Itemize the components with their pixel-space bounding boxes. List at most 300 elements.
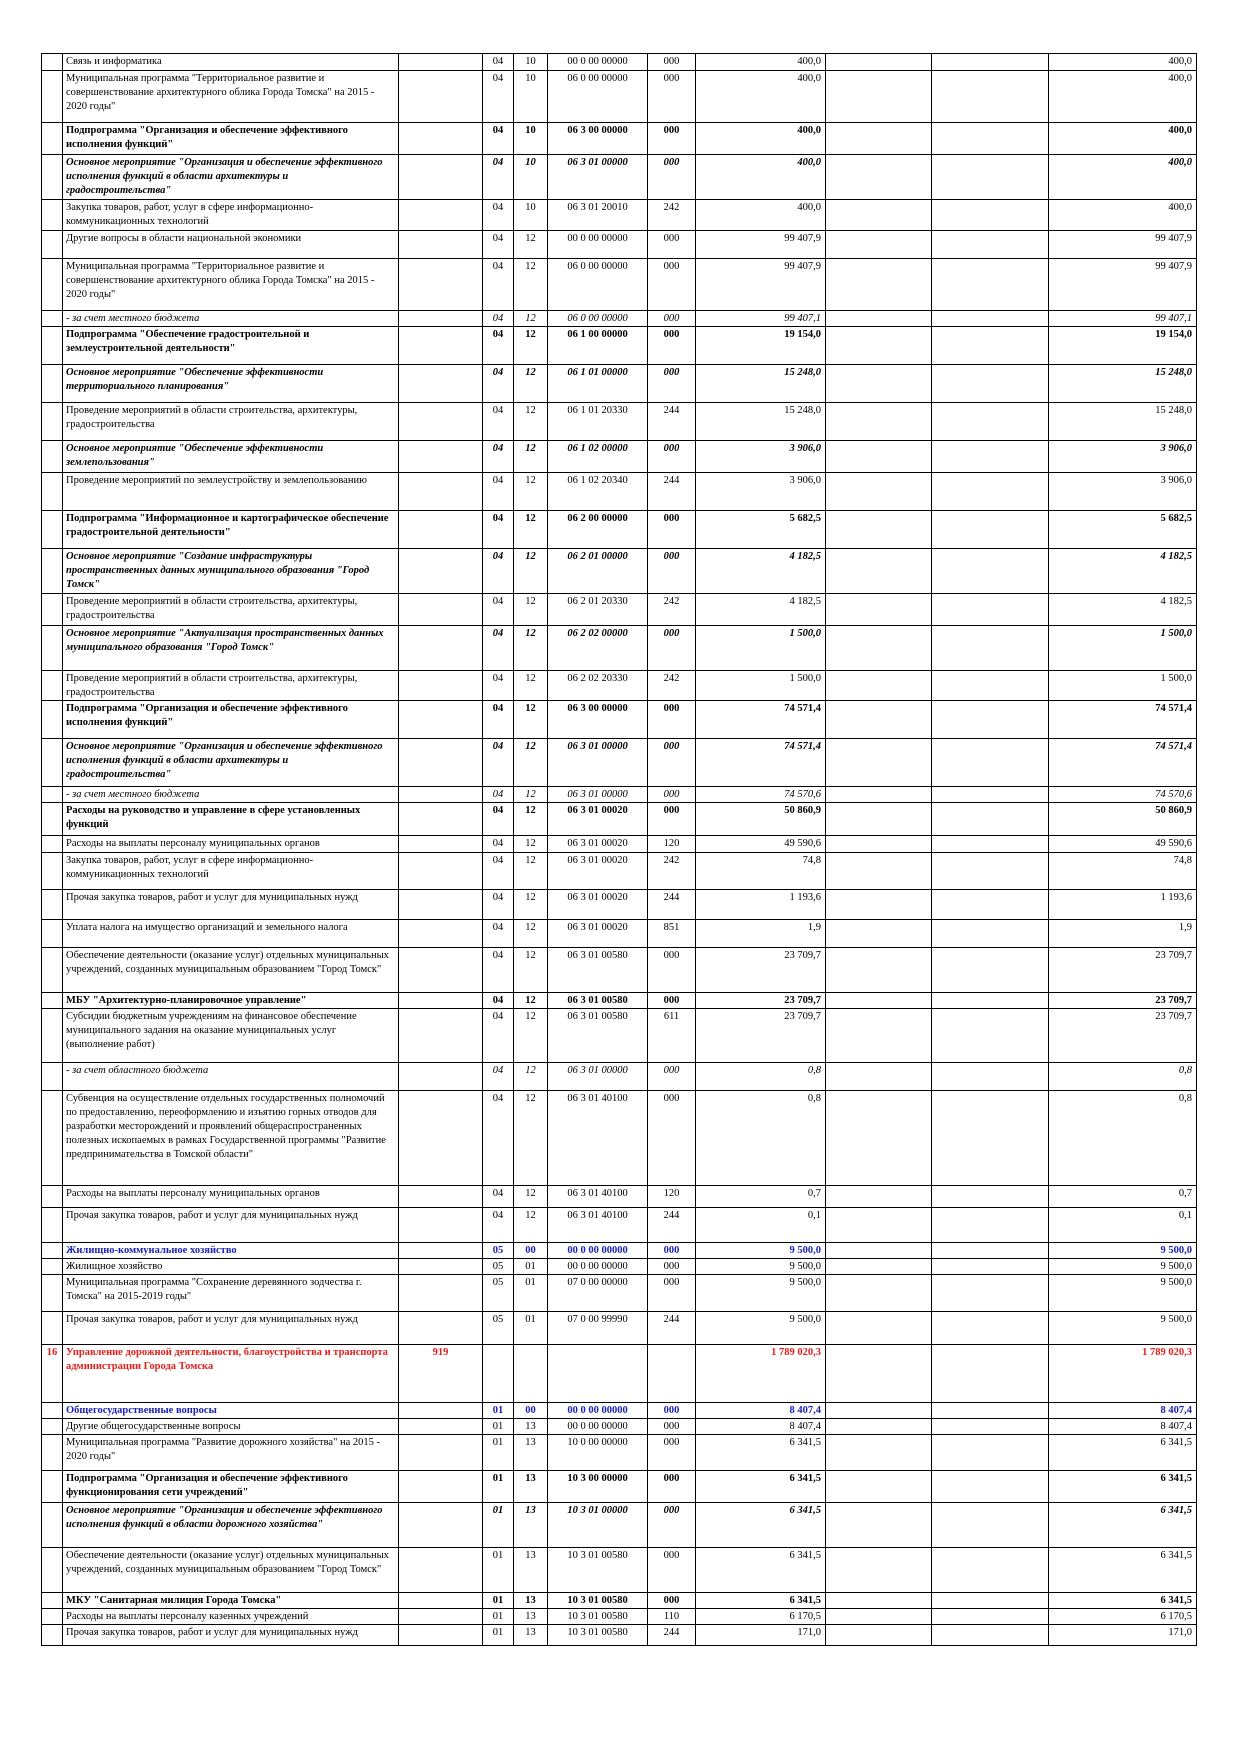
row-number [42, 200, 63, 231]
amount: 9 500,0 [696, 1259, 826, 1275]
target-article-code: 00 0 00 00000 [548, 231, 648, 259]
target-article-code: 06 1 02 00000 [548, 441, 648, 473]
grbs-code [399, 473, 483, 511]
target-article-code: 00 0 00 00000 [548, 1259, 648, 1275]
amount: 400,0 [696, 155, 826, 200]
subsection-code: 12 [514, 948, 548, 993]
amount-total: 74 570,6 [1049, 787, 1197, 803]
amount-extra-1 [826, 1548, 932, 1593]
expense-type-code: 000 [648, 1503, 696, 1548]
amount: 8 407,4 [696, 1419, 826, 1435]
amount-extra-1 [826, 123, 932, 155]
target-article-code: 06 3 01 00000 [548, 1063, 648, 1091]
section-code: 05 [483, 1243, 514, 1259]
target-article-code: 10 3 01 00580 [548, 1548, 648, 1593]
subsection-code: 12 [514, 1186, 548, 1208]
amount-extra-2 [932, 1503, 1049, 1548]
section-code: 04 [483, 948, 514, 993]
item-name: Основное мероприятие "Обеспечение эффективности землепользования" [63, 441, 399, 473]
target-article-code: 06 2 00 00000 [548, 511, 648, 549]
amount-extra-2 [932, 626, 1049, 671]
subsection-code: 01 [514, 1259, 548, 1275]
amount-extra-1 [826, 594, 932, 626]
item-name: Основное мероприятие "Организация и обеспечение эффективного исполнения функций в области архитектуры и градостроительства" [63, 155, 399, 200]
row-number [42, 511, 63, 549]
row-number [42, 836, 63, 853]
section-code: 01 [483, 1609, 514, 1625]
amount-extra-1 [826, 1009, 932, 1063]
amount-extra-2 [932, 890, 1049, 920]
target-article-code: 00 0 00 00000 [548, 1403, 648, 1419]
amount-extra-1 [826, 1063, 932, 1091]
amount-total: 0,7 [1049, 1186, 1197, 1208]
table-row [42, 473, 1197, 511]
item-name: Муниципальная программа "Территориальное развитие и совершенствование архитектурного облика Города Томска" на 2015 - 2020 годы" [63, 71, 399, 123]
target-article-code: 06 0 00 00000 [548, 259, 648, 311]
row-number [42, 1091, 63, 1186]
item-name: Субсидии бюджетным учреждениям на финансовое обеспечение муниципального задания на оказание муниципальных услуг (выполнение работ) [63, 1009, 399, 1063]
table-row [42, 993, 1197, 1009]
target-article-code: 06 1 02 20340 [548, 473, 648, 511]
expense-type-code: 244 [648, 890, 696, 920]
amount-extra-1 [826, 327, 932, 365]
subsection-code: 12 [514, 365, 548, 403]
row-number [42, 803, 63, 836]
amount-extra-2 [932, 948, 1049, 993]
target-article-code: 06 3 01 00580 [548, 993, 648, 1009]
expense-type-code: 244 [648, 1625, 696, 1646]
table-row [42, 701, 1197, 739]
subsection-code: 12 [514, 511, 548, 549]
subsection-code: 12 [514, 549, 548, 594]
table-row [42, 1208, 1197, 1243]
item-name: Прочая закупка товаров, работ и услуг для муниципальных нужд [63, 1208, 399, 1243]
amount-extra-1 [826, 920, 932, 948]
grbs-code [399, 200, 483, 231]
amount: 8 407,4 [696, 1403, 826, 1419]
expense-type-code: 000 [648, 803, 696, 836]
expense-type-code: 000 [648, 739, 696, 787]
row-number [42, 890, 63, 920]
table-row [42, 1345, 1197, 1403]
expense-type-code: 000 [648, 701, 696, 739]
amount-extra-1 [826, 1186, 932, 1208]
section-code: 01 [483, 1548, 514, 1593]
subsection-code: 12 [514, 327, 548, 365]
amount: 1 500,0 [696, 671, 826, 701]
budget-table [41, 53, 1197, 1646]
subsection-code: 12 [514, 259, 548, 311]
table-row [42, 1063, 1197, 1091]
grbs-code [399, 1403, 483, 1419]
item-name: Основное мероприятие "Создание инфраструктуры пространственных данных муниципального образования "Город Томск" [63, 549, 399, 594]
expense-type-code: 000 [648, 1435, 696, 1471]
expense-type-code: 000 [648, 123, 696, 155]
amount-extra-2 [932, 671, 1049, 701]
section-code: 01 [483, 1625, 514, 1646]
amount: 1,9 [696, 920, 826, 948]
section-code: 04 [483, 311, 514, 327]
amount-total: 50 860,9 [1049, 803, 1197, 836]
subsection-code: 12 [514, 836, 548, 853]
amount-extra-1 [826, 803, 932, 836]
table-row [42, 1009, 1197, 1063]
target-article-code: 06 1 00 00000 [548, 327, 648, 365]
expense-type-code: 242 [648, 671, 696, 701]
amount-extra-2 [932, 311, 1049, 327]
item-name: Проведение мероприятий в области строительства, архитектуры, градостроительства [63, 671, 399, 701]
table-row [42, 1503, 1197, 1548]
subsection-code: 12 [514, 1063, 548, 1091]
target-article-code: 06 1 01 00000 [548, 365, 648, 403]
section-code: 04 [483, 701, 514, 739]
amount: 4 182,5 [696, 549, 826, 594]
grbs-code [399, 1259, 483, 1275]
amount-total: 99 407,9 [1049, 231, 1197, 259]
section-code: 04 [483, 403, 514, 441]
item-name: МКУ "Санитарная милиция Города Томска" [63, 1593, 399, 1609]
subsection-code: 10 [514, 200, 548, 231]
amount-extra-1 [826, 1091, 932, 1186]
amount-extra-2 [932, 1312, 1049, 1345]
amount-extra-2 [932, 1345, 1049, 1403]
row-number [42, 1009, 63, 1063]
row-number [42, 626, 63, 671]
row-number [42, 1593, 63, 1609]
amount-total: 1,9 [1049, 920, 1197, 948]
amount-extra-2 [932, 1403, 1049, 1419]
item-name: Обеспечение деятельности (оказание услуг) отдельных муниципальных учреждений, созданных муниципальным образованием "Город Томск" [63, 1548, 399, 1593]
item-name: Муниципальная программа "Территориальное развитие и совершенствование архитектурного облика Города Томска" на 2015 - 2020 годы" [63, 259, 399, 311]
amount-extra-2 [932, 365, 1049, 403]
amount: 1 500,0 [696, 626, 826, 671]
row-number [42, 739, 63, 787]
expense-type-code: 244 [648, 473, 696, 511]
amount-extra-1 [826, 1243, 932, 1259]
expense-type-code [648, 1345, 696, 1403]
item-name: Подпрограмма "Организация и обеспечение эффективного исполнения функций" [63, 123, 399, 155]
item-name: Проведение мероприятий в области строительства, архитектуры, градостроительства [63, 403, 399, 441]
amount-total: 3 906,0 [1049, 441, 1197, 473]
amount-total: 9 500,0 [1049, 1259, 1197, 1275]
item-name: Подпрограмма "Обеспечение градостроительной и землеустроительной деятельности" [63, 327, 399, 365]
amount: 6 341,5 [696, 1471, 826, 1503]
amount-extra-1 [826, 231, 932, 259]
amount-total: 400,0 [1049, 155, 1197, 200]
section-code: 01 [483, 1403, 514, 1419]
section-code: 04 [483, 853, 514, 890]
amount-extra-2 [932, 200, 1049, 231]
section-code: 01 [483, 1471, 514, 1503]
section-code: 05 [483, 1275, 514, 1312]
item-name: Управление дорожной деятельности, благоустройства и транспорта администрации Города Томска [63, 1345, 399, 1403]
subsection-code: 10 [514, 123, 548, 155]
expense-type-code: 000 [648, 259, 696, 311]
amount-extra-2 [932, 739, 1049, 787]
amount-extra-1 [826, 473, 932, 511]
target-article-code: 06 2 02 20330 [548, 671, 648, 701]
table-row [42, 836, 1197, 853]
expense-type-code: 000 [648, 1403, 696, 1419]
amount: 1 193,6 [696, 890, 826, 920]
subsection-code: 12 [514, 993, 548, 1009]
amount-extra-1 [826, 787, 932, 803]
amount-extra-2 [932, 1435, 1049, 1471]
expense-type-code: 000 [648, 231, 696, 259]
grbs-code [399, 853, 483, 890]
table-row [42, 54, 1197, 71]
target-article-code: 10 0 00 00000 [548, 1435, 648, 1471]
amount-extra-2 [932, 1243, 1049, 1259]
amount-extra-1 [826, 1471, 932, 1503]
section-code: 04 [483, 473, 514, 511]
amount-total: 1 789 020,3 [1049, 1345, 1197, 1403]
section-code: 04 [483, 511, 514, 549]
amount-extra-2 [932, 1208, 1049, 1243]
amount-extra-2 [932, 1063, 1049, 1091]
target-article-code: 06 3 01 00000 [548, 739, 648, 787]
amount-extra-1 [826, 701, 932, 739]
target-article-code: 00 0 00 00000 [548, 54, 648, 71]
amount: 6 341,5 [696, 1435, 826, 1471]
item-name: Другие общегосударственные вопросы [63, 1419, 399, 1435]
expense-type-code: 000 [648, 1063, 696, 1091]
amount-total: 400,0 [1049, 200, 1197, 231]
grbs-code [399, 311, 483, 327]
amount-extra-2 [932, 549, 1049, 594]
amount-total: 4 182,5 [1049, 549, 1197, 594]
amount-extra-2 [932, 920, 1049, 948]
target-article-code: 06 3 01 00580 [548, 948, 648, 993]
row-number [42, 920, 63, 948]
grbs-code [399, 259, 483, 311]
amount-total: 74,8 [1049, 853, 1197, 890]
item-name: Муниципальная программа "Развитие дорожного хозяйства" на 2015 - 2020 годы" [63, 1435, 399, 1471]
amount: 74 570,6 [696, 787, 826, 803]
amount-extra-1 [826, 836, 932, 853]
target-article-code: 06 0 00 00000 [548, 71, 648, 123]
target-article-code: 06 3 00 00000 [548, 123, 648, 155]
row-number [42, 594, 63, 626]
table-row [42, 594, 1197, 626]
row-number [42, 365, 63, 403]
section-code: 05 [483, 1259, 514, 1275]
row-number [42, 259, 63, 311]
section-code: 04 [483, 327, 514, 365]
row-number [42, 71, 63, 123]
amount-extra-1 [826, 1625, 932, 1646]
amount-extra-1 [826, 739, 932, 787]
subsection-code: 10 [514, 71, 548, 123]
subsection-code: 12 [514, 441, 548, 473]
amount-extra-2 [932, 1275, 1049, 1312]
grbs-code [399, 836, 483, 853]
amount-extra-2 [932, 1186, 1049, 1208]
expense-type-code: 242 [648, 200, 696, 231]
grbs-code [399, 1208, 483, 1243]
table-row [42, 1625, 1197, 1646]
target-article-code: 07 0 00 99990 [548, 1312, 648, 1345]
amount: 23 709,7 [696, 993, 826, 1009]
amount-extra-2 [932, 259, 1049, 311]
amount-extra-1 [826, 259, 932, 311]
grbs-code [399, 890, 483, 920]
grbs-code [399, 71, 483, 123]
subsection-code: 13 [514, 1625, 548, 1646]
subsection-code: 12 [514, 803, 548, 836]
table-row [42, 327, 1197, 365]
amount-extra-2 [932, 853, 1049, 890]
expense-type-code: 851 [648, 920, 696, 948]
section-code [483, 1345, 514, 1403]
amount-extra-1 [826, 671, 932, 701]
amount-extra-2 [932, 803, 1049, 836]
section-code: 04 [483, 1208, 514, 1243]
row-number [42, 123, 63, 155]
section-code: 01 [483, 1503, 514, 1548]
item-name: Муниципальная программа "Сохранение деревянного зодчества г. Томска" на 2015-2019 годы" [63, 1275, 399, 1312]
table-row [42, 671, 1197, 701]
amount-extra-2 [932, 403, 1049, 441]
amount-total: 6 341,5 [1049, 1593, 1197, 1609]
amount-total: 74 571,4 [1049, 739, 1197, 787]
amount: 3 906,0 [696, 473, 826, 511]
section-code: 01 [483, 1419, 514, 1435]
target-article-code: 10 3 01 00000 [548, 1503, 648, 1548]
grbs-code [399, 626, 483, 671]
row-number [42, 1208, 63, 1243]
section-code: 04 [483, 836, 514, 853]
amount-total: 19 154,0 [1049, 327, 1197, 365]
expense-type-code: 000 [648, 1471, 696, 1503]
expense-type-code: 120 [648, 836, 696, 853]
table-row [42, 1548, 1197, 1593]
section-code: 01 [483, 1593, 514, 1609]
grbs-code [399, 803, 483, 836]
grbs-code [399, 1091, 483, 1186]
section-code: 01 [483, 1435, 514, 1471]
amount-extra-1 [826, 1593, 932, 1609]
row-number [42, 701, 63, 739]
budget-rows [42, 54, 1197, 1646]
amount-total: 0,8 [1049, 1063, 1197, 1091]
amount-extra-2 [932, 155, 1049, 200]
subsection-code: 12 [514, 853, 548, 890]
amount-extra-1 [826, 365, 932, 403]
target-article-code [548, 1345, 648, 1403]
amount-total: 6 341,5 [1049, 1548, 1197, 1593]
target-article-code: 06 3 01 00020 [548, 890, 648, 920]
section-code: 04 [483, 259, 514, 311]
item-name: - за счет областного бюджета [63, 1063, 399, 1091]
expense-type-code: 000 [648, 71, 696, 123]
amount-extra-1 [826, 853, 932, 890]
section-code: 04 [483, 231, 514, 259]
amount-total: 15 248,0 [1049, 365, 1197, 403]
amount: 9 500,0 [696, 1243, 826, 1259]
amount-total: 15 248,0 [1049, 403, 1197, 441]
amount: 400,0 [696, 71, 826, 123]
expense-type-code: 000 [648, 155, 696, 200]
subsection-code: 12 [514, 473, 548, 511]
row-number [42, 1063, 63, 1091]
subsection-code: 13 [514, 1609, 548, 1625]
target-article-code: 10 3 01 00580 [548, 1609, 648, 1625]
item-name: Другие вопросы в области национальной экономики [63, 231, 399, 259]
amount-extra-2 [932, 54, 1049, 71]
expense-type-code: 000 [648, 327, 696, 365]
target-article-code: 06 2 01 00000 [548, 549, 648, 594]
amount-total: 1 193,6 [1049, 890, 1197, 920]
item-name: Прочая закупка товаров, работ и услуг для муниципальных нужд [63, 1312, 399, 1345]
target-article-code: 06 3 01 00020 [548, 920, 648, 948]
section-code: 04 [483, 123, 514, 155]
item-name: Закупка товаров, работ, услуг в сфере информационно-коммуникационных технологий [63, 853, 399, 890]
grbs-code [399, 155, 483, 200]
amount: 99 407,1 [696, 311, 826, 327]
subsection-code: 12 [514, 1091, 548, 1186]
amount: 400,0 [696, 200, 826, 231]
amount-total: 6 341,5 [1049, 1471, 1197, 1503]
row-number [42, 155, 63, 200]
row-number [42, 1275, 63, 1312]
expense-type-code: 000 [648, 1593, 696, 1609]
grbs-code: 919 [399, 1345, 483, 1403]
item-name: - за счет местного бюджета [63, 787, 399, 803]
row-number [42, 993, 63, 1009]
amount-extra-2 [932, 993, 1049, 1009]
amount: 0,7 [696, 1186, 826, 1208]
item-name: Прочая закупка товаров, работ и услуг для муниципальных нужд [63, 890, 399, 920]
section-code: 04 [483, 920, 514, 948]
table-row [42, 1259, 1197, 1275]
amount-extra-2 [932, 836, 1049, 853]
amount: 1 789 020,3 [696, 1345, 826, 1403]
section-code: 04 [483, 54, 514, 71]
amount-extra-2 [932, 1625, 1049, 1646]
item-name: Расходы на выплаты персоналу муниципальных органов [63, 1186, 399, 1208]
amount: 99 407,9 [696, 259, 826, 311]
row-number [42, 948, 63, 993]
item-name: Основное мероприятие "Актуализация пространственных данных муниципального образования "Город Томск" [63, 626, 399, 671]
grbs-code [399, 1063, 483, 1091]
amount-total: 9 500,0 [1049, 1275, 1197, 1312]
target-article-code: 00 0 00 00000 [548, 1419, 648, 1435]
expense-type-code: 000 [648, 549, 696, 594]
amount: 6 341,5 [696, 1548, 826, 1593]
table-row [42, 853, 1197, 890]
subsection-code [514, 1345, 548, 1403]
expense-type-code: 120 [648, 1186, 696, 1208]
table-row [42, 1435, 1197, 1471]
subsection-code: 12 [514, 890, 548, 920]
amount: 5 682,5 [696, 511, 826, 549]
amount-extra-1 [826, 403, 932, 441]
subsection-code: 12 [514, 787, 548, 803]
table-row [42, 1593, 1197, 1609]
table-row [42, 1312, 1197, 1345]
expense-type-code: 000 [648, 311, 696, 327]
section-code: 04 [483, 200, 514, 231]
target-article-code: 06 3 01 00580 [548, 1009, 648, 1063]
grbs-code [399, 1275, 483, 1312]
grbs-code [399, 403, 483, 441]
target-article-code: 10 3 01 00580 [548, 1625, 648, 1646]
amount-extra-1 [826, 311, 932, 327]
item-name: Основное мероприятие "Организация и обеспечение эффективного исполнения функций в области дорожного хозяйства" [63, 1503, 399, 1548]
subsection-code: 12 [514, 701, 548, 739]
item-name: Прочая закупка товаров, работ и услуг для муниципальных нужд [63, 1625, 399, 1646]
